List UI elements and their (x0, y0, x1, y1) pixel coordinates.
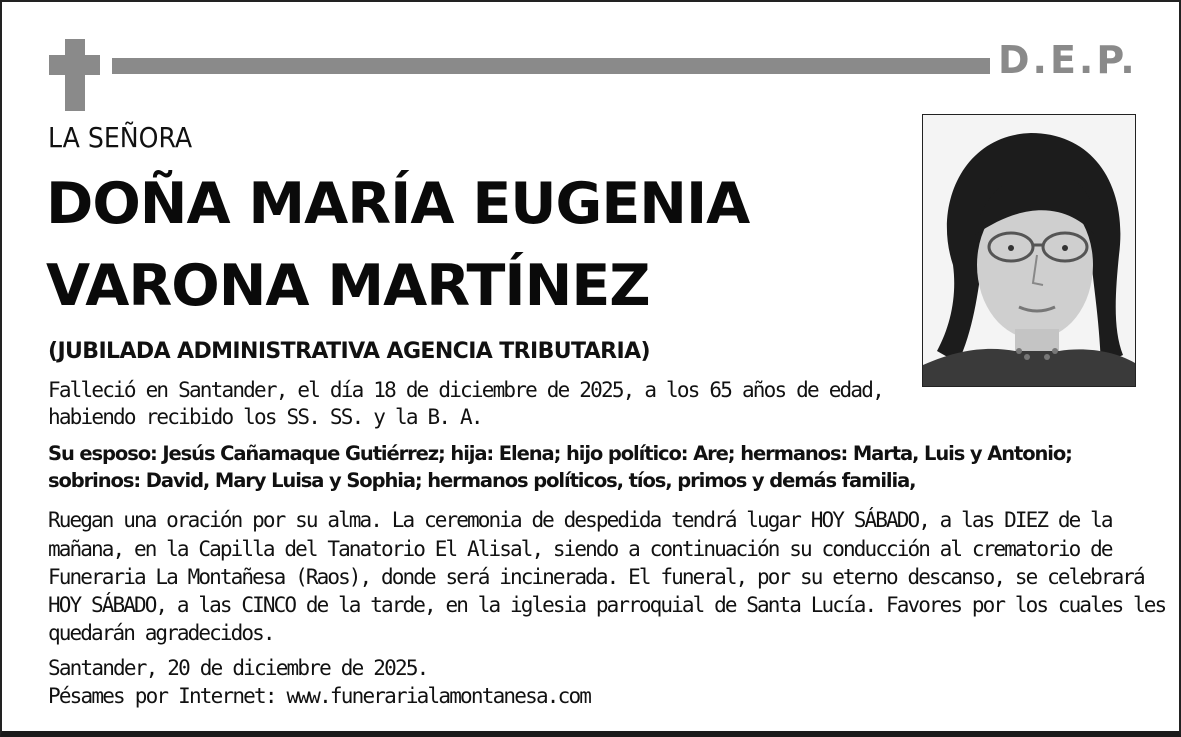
condolences-web-line: Pésames por Internet: www.funerarialamontanesa.com (48, 684, 591, 708)
title-label: LA SEÑORA (48, 121, 193, 154)
ceremony-text-line-1: Ruegan una oración por su alma. La ceremonia de despedida tendrá lugar HOY SÁBADO, a las DIEZ de la (48, 508, 1112, 532)
death-notice-line-1: Falleció en Santander, el día 18 de diciembre de 2025, a los 65 años de edad, (48, 378, 883, 402)
deceased-name-line-1: DOÑA MARÍA EUGENIA (46, 171, 750, 237)
ceremony-text-line-3: Funeraria La Montañesa (Raos), donde será incinerada. El funeral, por su eterno descanso, se celebrará (48, 565, 1144, 589)
cross-icon-vertical (65, 39, 85, 111)
portrait-image (923, 115, 1135, 386)
cross-icon-horizontal (49, 55, 100, 75)
ceremony-text-line-4: HOY SÁBADO, a las CINCO de la tarde, en la iglesia parroquial de Santa Lucía. Favores por los cuales les (48, 593, 1166, 617)
occupation: (JUBILADA ADMINISTRATIVA AGENCIA TRIBUTARIA) (48, 339, 650, 364)
dep-label: D.E.P. (998, 38, 1138, 82)
deceased-name-line-2: VARONA MARTÍNEZ (46, 253, 650, 319)
family-line-1: Su esposo: Jesús Cañamaque Gutiérrez; hija: Elena; hijo político: Are; hermanos: Marta, Luis y Antonio; (48, 442, 1072, 465)
death-notice-line-2: habiendo recibido los SS. SS. y la B. A. (48, 405, 482, 429)
family-line-2: sobrinos: David, Mary Luisa y Sophia; hermanos políticos, tíos, primos y demás familia, (48, 469, 916, 492)
place-date: Santander, 20 de diciembre de 2025. (48, 656, 428, 680)
ceremony-text-line-2: mañana, en la Capilla del Tanatorio El Alisal, siendo a continuación su conducción al crematorio de (48, 537, 1112, 561)
ceremony-text-line-5: quedarán agradecidos. (48, 621, 274, 645)
header-rule (112, 58, 990, 74)
portrait-photo (922, 114, 1136, 387)
